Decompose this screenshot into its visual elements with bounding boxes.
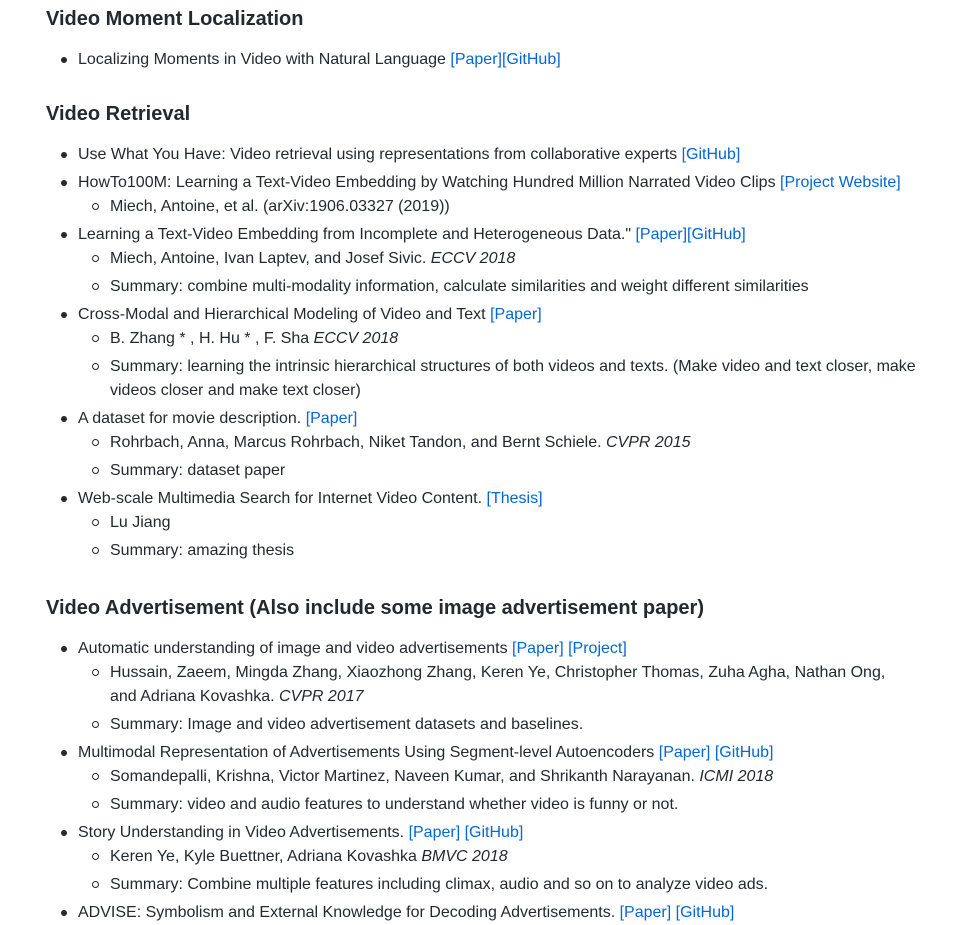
sub-item <box>78 195 974 219</box>
section-list <box>46 143 974 563</box>
list-item <box>46 821 974 897</box>
section-list <box>46 48 974 72</box>
item-title: A dataset for movie description. <box>78 410 302 427</box>
authors: Rohrbach, Anna, Marcus Rohrbach, Niket Tandon, and Bernt Schiele. <box>110 434 602 451</box>
list-item <box>46 901 974 925</box>
sub-item <box>78 327 974 351</box>
thesis-link[interactable]: [Thesis] <box>486 490 543 507</box>
sub-item <box>78 275 974 299</box>
authors: Hussain, Zaeem, Mingda Zhang, Xiaozhong Zhang, Keren Ye, Christopher Thomas, Zuha Agha, Nathan Ong, and Adriana Kovashka. <box>110 664 886 705</box>
github-link[interactable]: [GitHub] <box>687 226 746 243</box>
sub-item <box>78 873 974 897</box>
github-link[interactable]: [GitHub] <box>675 904 735 921</box>
sub-item <box>78 539 974 563</box>
item-title: Localizing Moments in Video with Natural Language <box>78 51 446 68</box>
authors: Lu Jiang <box>110 514 171 531</box>
sub-list <box>78 765 974 817</box>
item-title: Learning a Text-Video Embedding from Incomplete and Heterogeneous Data." <box>78 226 631 243</box>
list-item <box>46 223 974 299</box>
sub-list <box>78 327 974 403</box>
sub-list <box>78 511 974 563</box>
sub-list <box>78 247 974 299</box>
authors: Somandepalli, Krishna, Victor Martinez, Naveen Kumar, and Shrikanth Narayanan. <box>110 768 695 785</box>
list-item <box>46 637 974 737</box>
item-title: ADVISE: Symbolism and External Knowledge for Decoding Advertisements. <box>78 904 616 921</box>
paper-link[interactable]: [Paper] <box>512 640 564 657</box>
summary: Summary: learning the intrinsic hierarchical structures of both videos and texts. (Make video and text closer, make videos closer and make text closer) <box>110 358 916 399</box>
github-link[interactable]: [GitHub] <box>464 824 524 841</box>
github-link[interactable]: [GitHub] <box>714 744 774 761</box>
item-title: Cross-Modal and Hierarchical Modeling of Video and Text <box>78 306 486 323</box>
summary: Summary: combine multi-modality information, calculate similarities and weight different similarities <box>110 278 809 295</box>
list-item <box>46 741 974 817</box>
section-list <box>46 637 974 925</box>
summary: Summary: Combine multiple features including climax, audio and so on to analyze video ads. <box>110 876 769 893</box>
sub-item <box>78 355 930 403</box>
item-title: Web-scale Multimedia Search for Internet Video Content. <box>78 490 483 507</box>
sub-item <box>78 845 974 869</box>
authors: Keren Ye, Kyle Buettner, Adriana Kovashka <box>110 848 417 865</box>
authors: Miech, Antoine, et al. (arXiv:1906.03327 (2019)) <box>110 198 450 215</box>
venue: CVPR 2015 <box>606 434 691 451</box>
list-item <box>46 303 974 403</box>
sub-list <box>78 195 974 219</box>
project-link[interactable]: [Project] <box>568 640 627 657</box>
section-heading-video-advertisement: Video Advertisement (Also include some image advertisement paper) <box>46 597 704 619</box>
sub-item <box>78 713 974 737</box>
venue: BMVC 2018 <box>421 848 508 865</box>
github-link[interactable]: [GitHub] <box>501 51 561 68</box>
item-title: Multimodal Representation of Advertisements Using Segment-level Autoencoders <box>78 744 655 761</box>
sub-item <box>78 661 910 709</box>
sub-list <box>78 431 974 483</box>
list-item <box>46 143 974 167</box>
authors: Miech, Antoine, Ivan Laptev, and Josef Sivic. <box>110 250 427 267</box>
sub-list <box>78 845 974 897</box>
sub-item <box>78 459 974 483</box>
item-title: Story Understanding in Video Advertisements. <box>78 824 405 841</box>
section-heading-video-retrieval: Video Retrieval <box>46 103 191 125</box>
summary: Summary: dataset paper <box>110 462 286 479</box>
project-website-link[interactable]: [Project Website] <box>780 174 901 191</box>
sub-item <box>78 793 974 817</box>
venue: ICMI 2018 <box>699 768 774 785</box>
sub-item <box>78 511 974 535</box>
item-title: Use What You Have: Video retrieval using representations from collaborative experts <box>78 146 678 163</box>
list-item <box>46 407 974 483</box>
list-item <box>46 48 974 72</box>
section-heading-video-moment-localization: Video Moment Localization <box>46 8 304 30</box>
venue: ECCV 2018 <box>430 250 516 267</box>
sub-list <box>78 661 974 737</box>
summary: Summary: Image and video advertisement datasets and baselines. <box>110 716 584 733</box>
venue: CVPR 2017 <box>279 688 364 705</box>
sub-item <box>78 247 974 271</box>
summary: Summary: video and audio features to understand whether video is funny or not. <box>110 796 679 813</box>
paper-link[interactable]: [Paper] <box>490 306 542 323</box>
sub-item <box>78 765 974 789</box>
item-title: HowTo100M: Learning a Text-Video Embedding by Watching Hundred Million Narrated Video Clips <box>78 174 776 191</box>
venue: ECCV 2018 <box>313 330 399 347</box>
paper-link[interactable]: [Paper] <box>305 410 358 427</box>
paper-link[interactable]: [Paper] <box>408 824 461 841</box>
list-item <box>46 487 974 563</box>
summary: Summary: amazing thesis <box>110 542 295 559</box>
github-link[interactable]: [GitHub] <box>681 146 741 163</box>
list-item <box>46 171 974 219</box>
paper-link[interactable]: [Paper] <box>619 904 672 921</box>
paper-link[interactable]: [Paper] <box>658 744 711 761</box>
paper-link[interactable]: [Paper] <box>450 51 502 68</box>
sub-item <box>78 431 974 455</box>
item-title: Automatic understanding of image and video advertisements <box>78 640 508 657</box>
paper-link[interactable]: [Paper] <box>635 226 688 243</box>
authors: B. Zhang * , H. Hu * , F. Sha <box>110 330 310 347</box>
